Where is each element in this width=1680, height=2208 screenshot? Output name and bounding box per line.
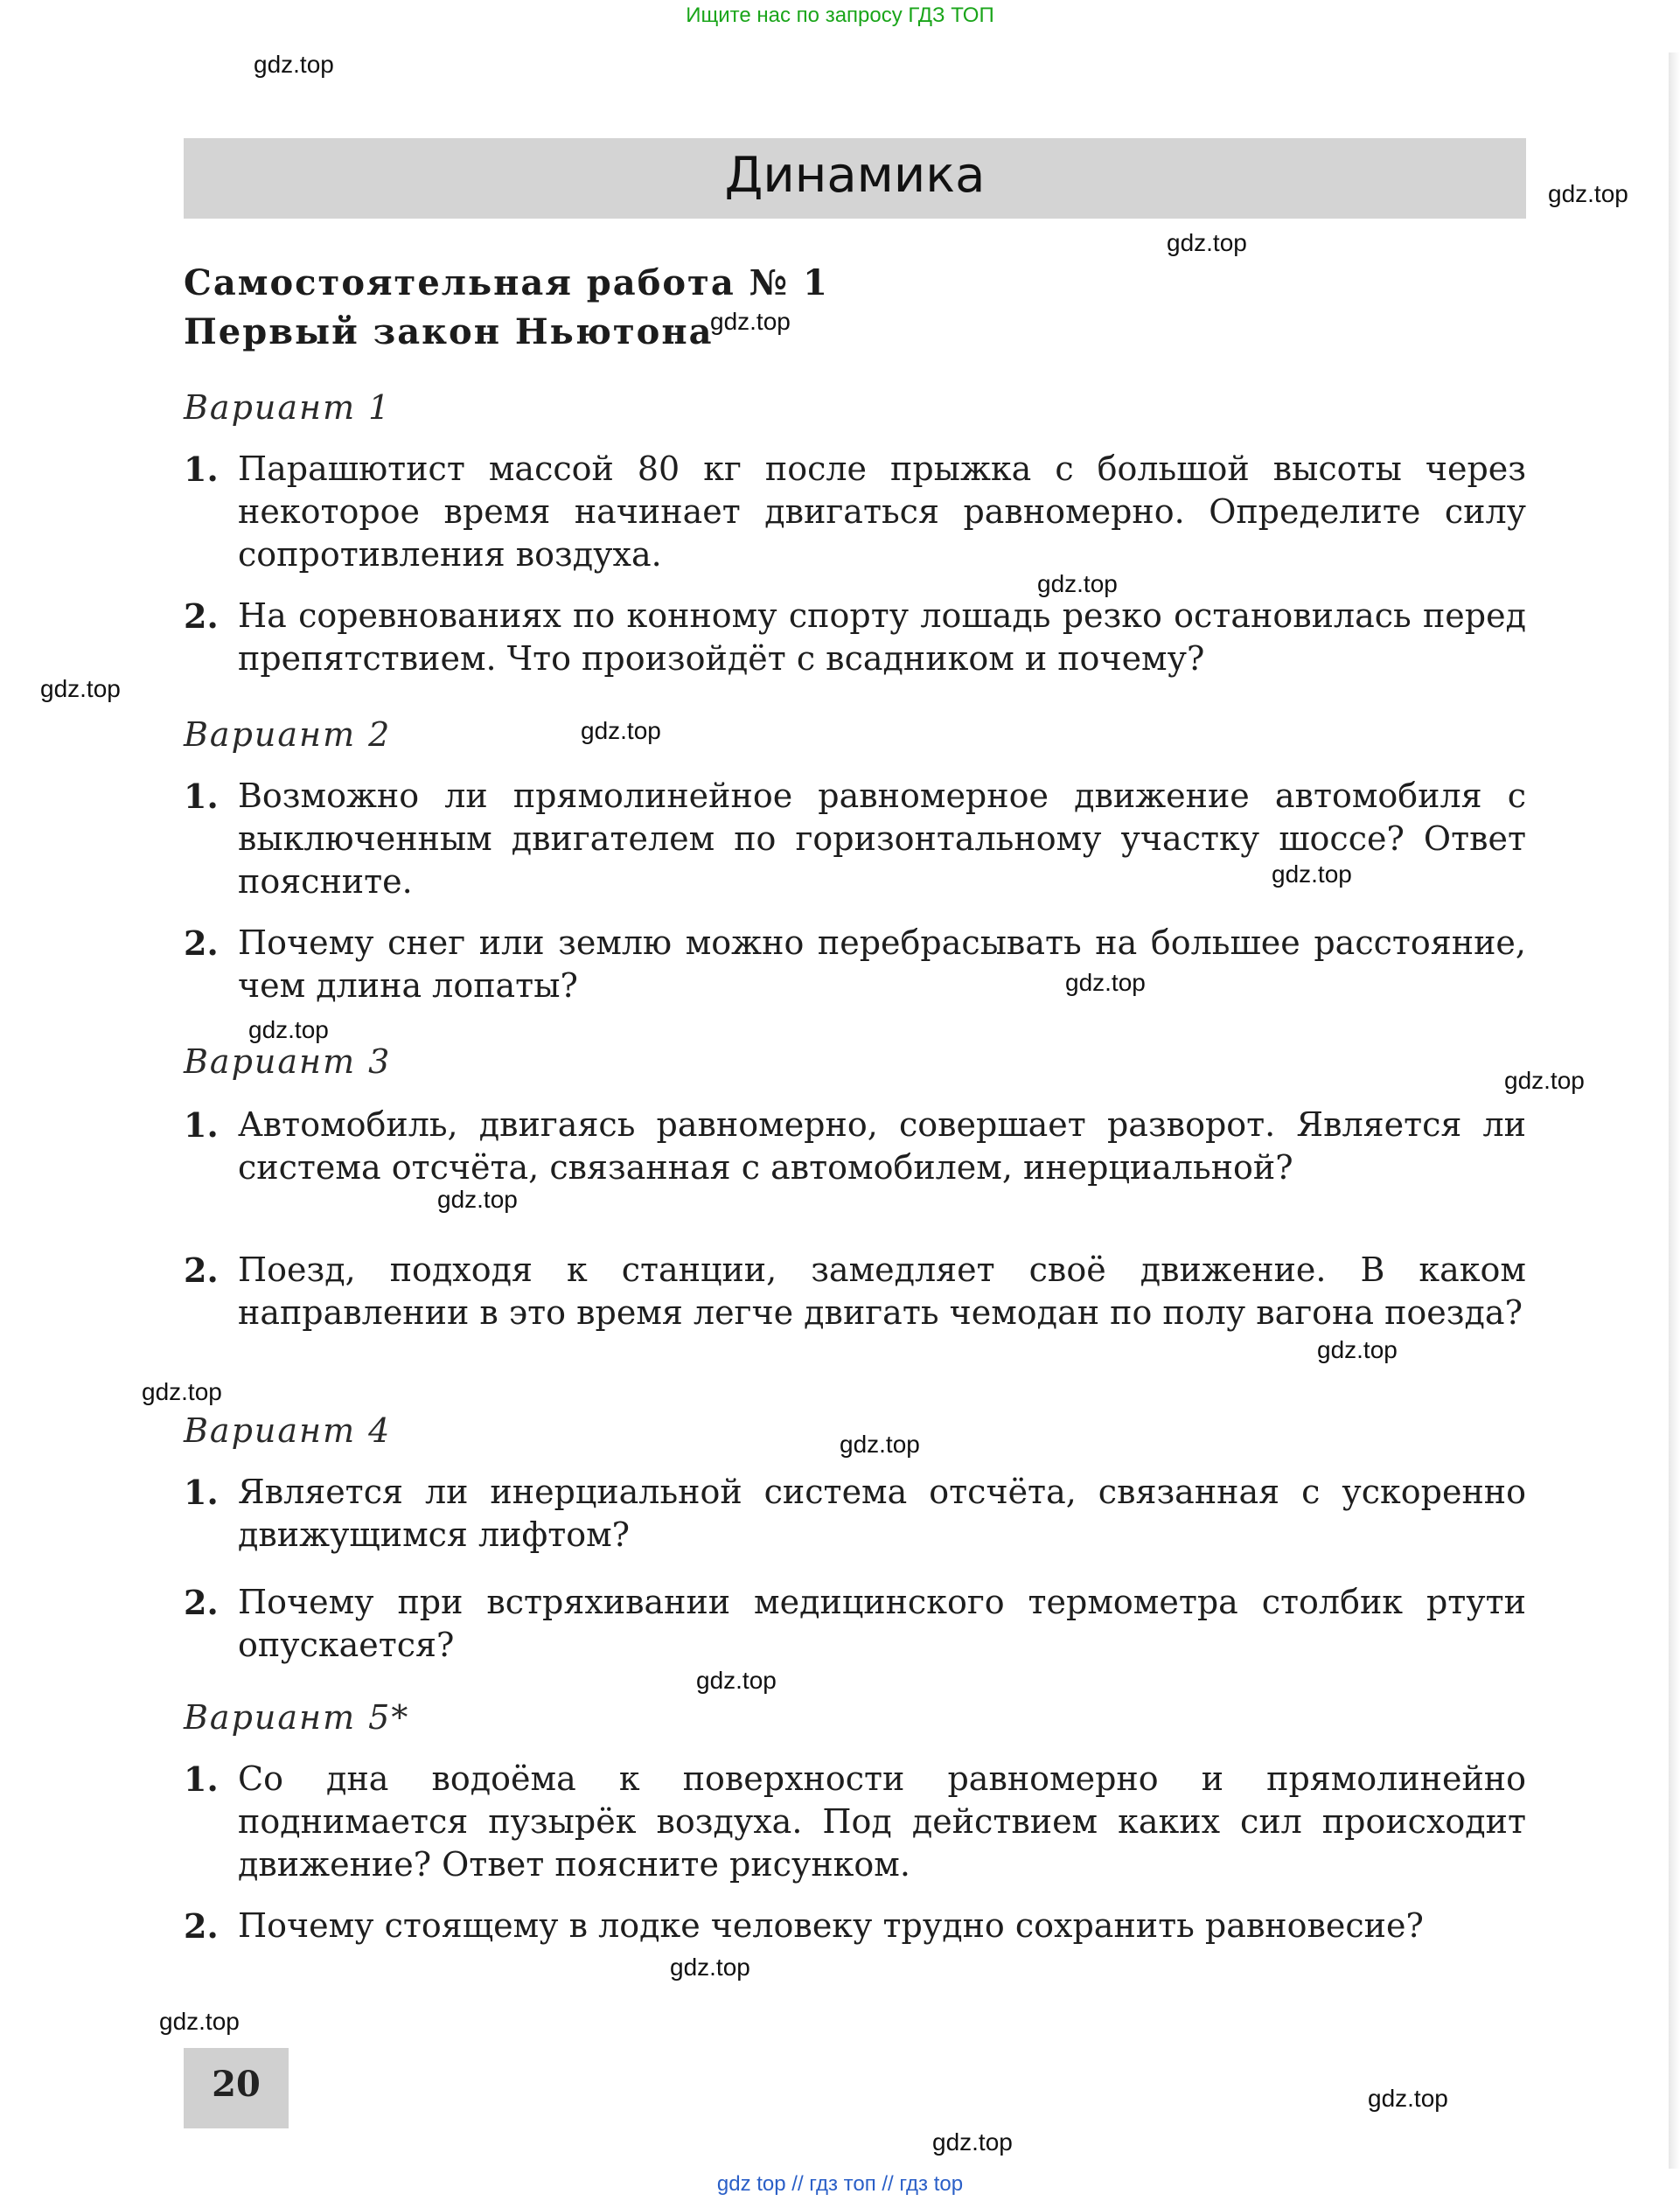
task-text: Почему при встряхивании медицинского термометра столбик ртути опускается? xyxy=(238,1583,1526,1664)
task-number: 2. xyxy=(184,923,219,963)
task-text: На соревнованиях по конному спорту лошадь резко остановилась перед препятствием. Что произойдёт с всадником и почему? xyxy=(238,596,1526,678)
variant-label: Вариант 3 xyxy=(184,1042,392,1081)
work-title: Самостоятельная работа № 1 xyxy=(184,262,829,303)
page-number: 20 xyxy=(212,2064,261,2105)
task-number: 1. xyxy=(184,1759,219,1799)
section-title: Динамика xyxy=(724,147,986,204)
task-text: Парашютист массой 80 кг после прыжка с большой высоты через некоторое время начинает двигаться равномерно. Определите силу сопротивления воздуха. xyxy=(238,449,1526,574)
task-number: 2. xyxy=(184,1906,219,1946)
variant-label: Вариант 5* xyxy=(184,1698,410,1737)
task-number: 1. xyxy=(184,1105,219,1145)
variant-label: Вариант 1 xyxy=(184,388,392,427)
watermark: gdz.top xyxy=(1504,1067,1585,1094)
watermark: gdz.top xyxy=(248,1016,329,1043)
watermark: gdz.top xyxy=(581,717,661,744)
task-item xyxy=(184,595,1526,680)
topic-title: Первый закон Ньютона xyxy=(184,311,714,352)
task-item xyxy=(184,1905,1526,1947)
variant-label: Вариант 2 xyxy=(184,715,392,754)
task-item xyxy=(184,1104,1526,1189)
watermark: gdz.top xyxy=(696,1667,777,1694)
task-item xyxy=(184,1758,1526,1886)
watermark: gdz.top xyxy=(40,675,121,702)
task-text: Автомобиль, двигаясь равномерно, совершает разворот. Является ли система отсчёта, связанная с автомобилем, инерциальной? xyxy=(238,1105,1526,1187)
watermark: gdz.top xyxy=(142,1378,222,1405)
watermark: gdz.top xyxy=(710,308,791,335)
page-edge-shadow xyxy=(1669,52,1680,2169)
task-number: 1. xyxy=(184,777,219,816)
top-banner[interactable]: Ищите нас по запросу ГДЗ ТОП xyxy=(686,3,994,27)
task-item xyxy=(184,1471,1526,1557)
watermark: gdz.top xyxy=(1065,969,1146,996)
watermark: gdz.top xyxy=(840,1431,920,1458)
watermark: gdz.top xyxy=(254,51,334,78)
task-item xyxy=(184,448,1526,576)
task-text: Почему снег или землю можно перебрасывать на большее расстояние, чем длина лопаты? xyxy=(238,923,1526,1005)
watermark: gdz.top xyxy=(1368,2085,1448,2112)
task-number: 2. xyxy=(184,1583,219,1622)
task-text: Является ли инерциальной система отсчёта, связанная с ускоренно движущимся лифтом? xyxy=(238,1473,1526,1554)
footer-links[interactable]: gdz top // гдз топ // гдз top xyxy=(716,2172,964,2196)
watermark: gdz.top xyxy=(1548,180,1628,207)
watermark: gdz.top xyxy=(1037,570,1118,597)
watermark: gdz.top xyxy=(437,1186,518,1213)
task-number: 2. xyxy=(184,1250,219,1290)
task-number: 2. xyxy=(184,596,219,636)
task-text: Возможно ли прямолинейное равномерное движение автомобиля с выключенным двигателем по горизонтальному участку шоссе? Ответ поясните. xyxy=(238,777,1526,901)
task-text: Со дна водоёма к поверхности равномерно и прямолинейно поднимается пузырёк воздуха. Под действием каких сил происходит движение? Ответ поясните рисунком. xyxy=(238,1759,1526,1884)
watermark: gdz.top xyxy=(1167,229,1247,256)
task-number: 1. xyxy=(184,449,219,489)
watermark: gdz.top xyxy=(159,2008,240,2035)
watermark: gdz.top xyxy=(670,1954,750,1981)
watermark: gdz.top xyxy=(932,2128,1013,2156)
task-number: 1. xyxy=(184,1473,219,1512)
task-item xyxy=(184,1249,1526,1334)
watermark: gdz.top xyxy=(1272,860,1352,888)
variant-label: Вариант 4 xyxy=(184,1411,392,1450)
task-item xyxy=(184,1581,1526,1667)
task-item xyxy=(184,922,1526,1007)
watermark: gdz.top xyxy=(1317,1336,1398,1363)
task-text: Поезд, подходя к станции, замедляет своё движение. В каком направлении в это время легче двигать чемодан по полу вагона поезда? xyxy=(238,1250,1526,1332)
task-text: Почему стоящему в лодке человеку трудно сохранить равновесие? xyxy=(238,1906,1424,1945)
